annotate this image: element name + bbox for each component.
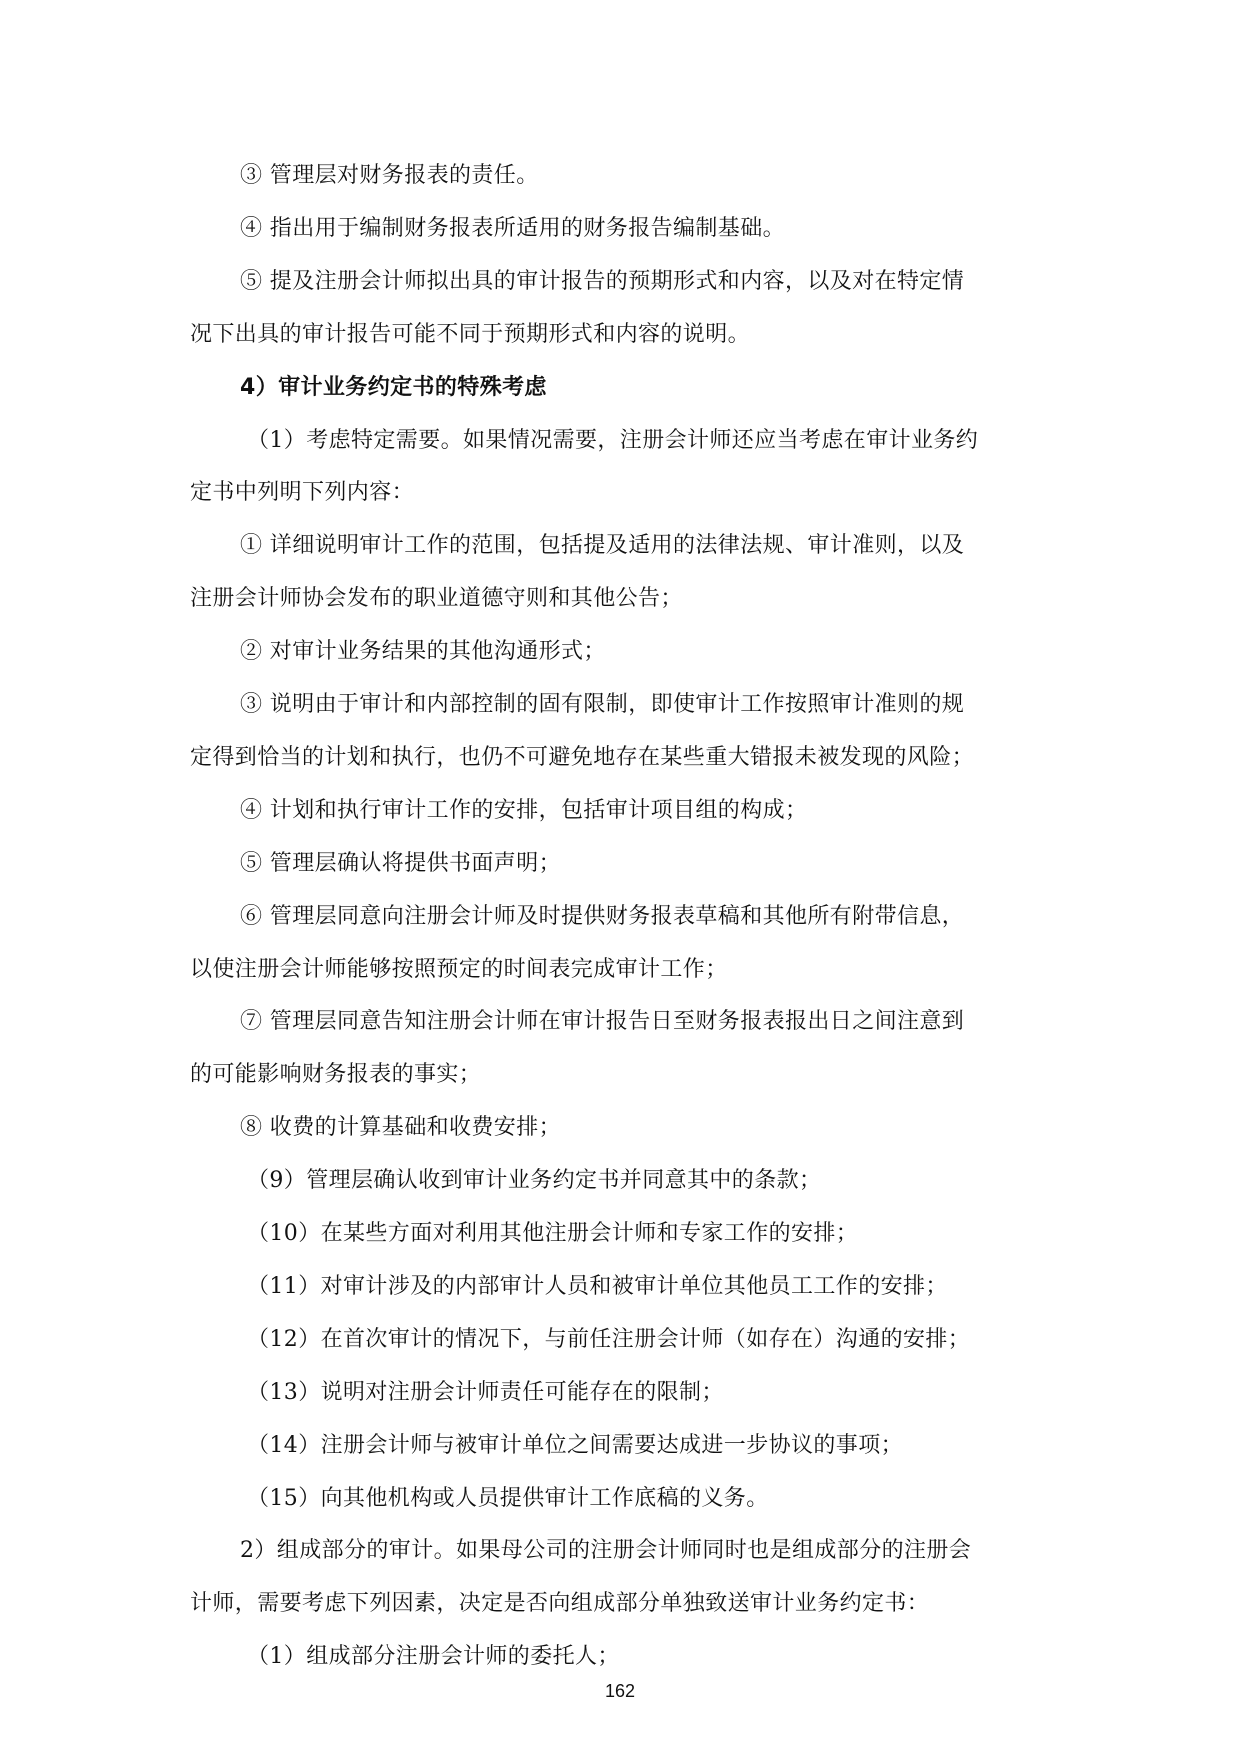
list-item-7-subsequent-facts: ⑦ 管理层同意告知注册会计师在审计报告日至财务报表报出日之间注意到 <box>240 1009 965 1034</box>
paragraph-continuation: 定书中列明下列内容： <box>190 480 415 505</box>
subsection-component-audit: 2）组成部分的审计。如果母公司的注册会计师同时也是组成部分的注册会 <box>240 1538 972 1563</box>
subsection-special-needs: （1）考虑特定需要。如果情况需要，注册会计师还应当考虑在审计业务约 <box>247 428 979 453</box>
paragraph-continuation: 定得到恰当的计划和执行，也仍不可避免地存在某些重大错报未被发现的风险； <box>190 745 975 770</box>
list-item-9-acknowledgement: （9）管理层确认收到审计业务约定书并同意其中的条款； <box>247 1168 822 1193</box>
list-item-5-written-representations: ⑤ 管理层确认将提供书面声明； <box>240 851 561 876</box>
list-item-12-predecessor-auditor: （12）在首次审计的情况下，与前任注册会计师（如存在）沟通的安排； <box>247 1327 971 1352</box>
section-heading: 4）审计业务约定书的特殊考虑 <box>240 375 547 400</box>
paragraph-continuation: 以使注册会计师能够按照预定的时间表完成审计工作； <box>190 957 728 982</box>
paragraph-continuation: 注册会计师协会发布的职业道德守则和其他公告； <box>190 586 683 611</box>
list-item-5-report-form: ⑤ 提及注册会计师拟出具的审计报告的预期形式和内容，以及对在特定情 <box>240 269 965 294</box>
paragraph-continuation: 的可能影响财务报表的事实； <box>190 1062 482 1087</box>
list-item-13-liability-limits: （13）说明对注册会计师责任可能存在的限制； <box>247 1380 724 1405</box>
list-item-4-reporting-framework: ④ 指出用于编制财务报表所适用的财务报告编制基础。 <box>240 216 785 241</box>
list-item-6-draft-statements: ⑥ 管理层同意向注册会计师及时提供财务报表草稿和其他所有附带信息， <box>240 904 965 929</box>
list-item-14-further-agreements: （14）注册会计师与被审计单位之间需要达成进一步协议的事项； <box>247 1433 903 1458</box>
list-item-1-audit-scope: ① 详细说明审计工作的范围，包括提及适用的法律法规、审计准则，以及 <box>240 533 965 558</box>
list-item-3-inherent-limitations: ③ 说明由于审计和内部控制的固有限制，即使审计工作按照审计准则的规 <box>240 692 965 717</box>
paragraph-continuation: 况下出具的审计报告可能不同于预期形式和内容的说明。 <box>190 322 751 347</box>
list-item-2-communication: ② 对审计业务结果的其他沟通形式； <box>240 639 606 664</box>
list-item-1-component-engager: （1）组成部分注册会计师的委托人； <box>247 1644 620 1669</box>
list-item-15-working-papers: （15）向其他机构或人员提供审计工作底稿的义务。 <box>247 1486 769 1511</box>
list-item-8-fees: ⑧ 收费的计算基础和收费安排； <box>240 1115 561 1140</box>
list-item-3-management-responsibility: ③ 管理层对财务报表的责任。 <box>240 163 539 188</box>
paragraph-continuation: 计师，需要考虑下列因素，决定是否向组成部分单独致送审计业务约定书： <box>190 1591 930 1616</box>
page-number: 162 <box>604 1681 636 1701</box>
list-item-4-audit-team: ④ 计划和执行审计工作的安排，包括审计项目组的构成； <box>240 798 808 823</box>
list-item-11-internal-auditors: （11）对审计涉及的内部审计人员和被审计单位其他员工工作的安排； <box>247 1274 948 1299</box>
list-item-10-other-auditors: （10）在某些方面对利用其他注册会计师和专家工作的安排； <box>247 1221 859 1246</box>
